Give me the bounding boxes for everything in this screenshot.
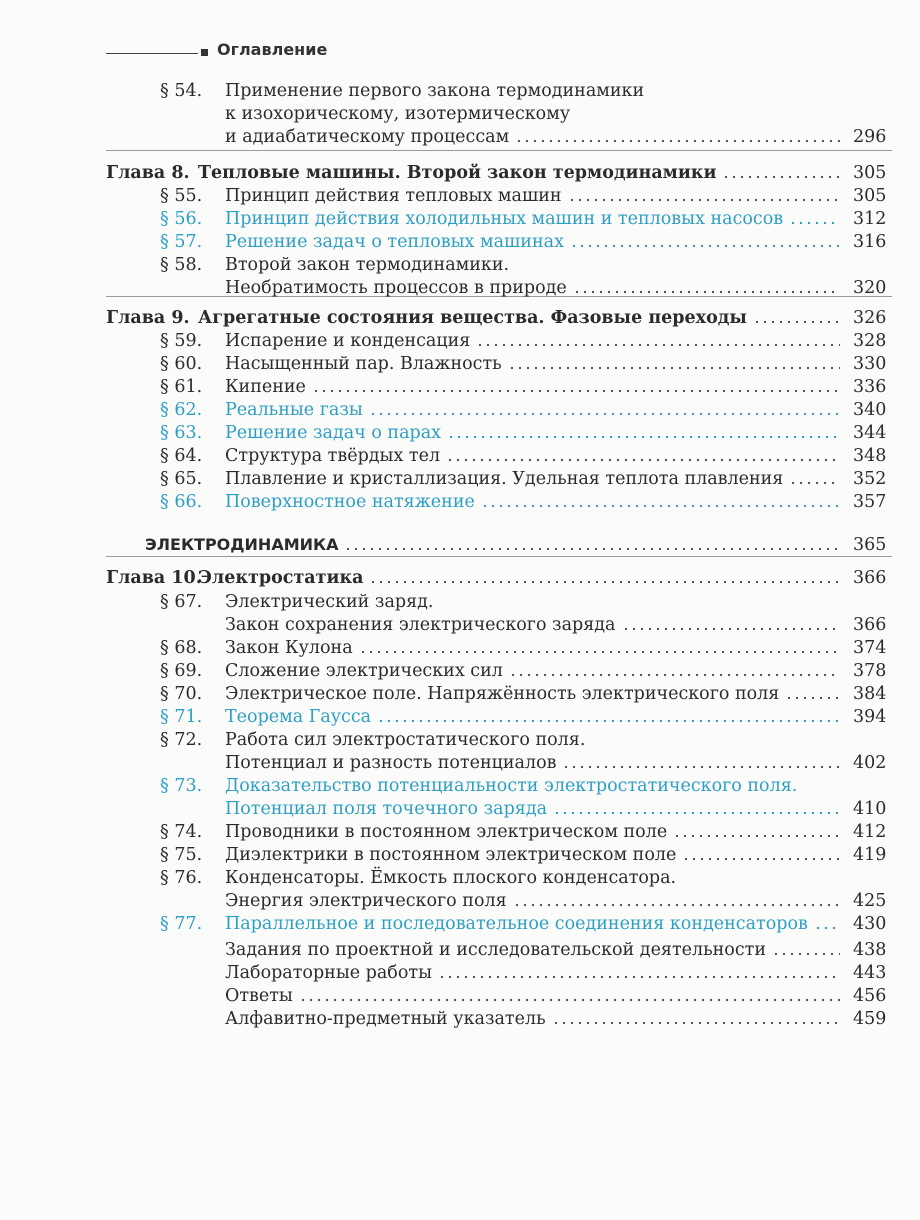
toc-row[interactable] — [0, 704, 920, 728]
toc-row[interactable] — [0, 635, 920, 659]
leader-dots — [789, 481, 840, 485]
toc-entry-number: § 60. — [160, 354, 203, 374]
toc-row[interactable] — [0, 206, 920, 230]
toc-entry-title: Второй закон термодинамики. — [225, 255, 510, 275]
leader-dots — [481, 504, 840, 508]
toc-entry-title: Тепловые машины. Второй закон термодинамики — [198, 163, 717, 183]
toc-page-number: 340 — [853, 400, 887, 420]
toc-row[interactable] — [0, 960, 920, 984]
toc-row[interactable] — [0, 727, 920, 751]
toc-page-number: 352 — [853, 469, 887, 489]
toc-entry-number: § 71. — [160, 707, 203, 727]
toc-row[interactable] — [0, 589, 920, 613]
toc-page-number: 330 — [853, 354, 887, 374]
toc-entry-title: Электрическое поле. Напряжённость электрического поля — [225, 684, 780, 704]
toc-entry-title: к изохорическому, изотермическому — [225, 104, 571, 124]
toc-chapter-row[interactable] — [0, 160, 920, 184]
toc-entry-title: Электростатика — [198, 568, 364, 588]
toc-entry-number: § 61. — [160, 377, 203, 397]
toc-row[interactable] — [0, 532, 920, 556]
toc-row[interactable] — [0, 374, 920, 398]
toc-page-number: 365 — [853, 535, 887, 555]
toc-row[interactable] — [0, 911, 920, 935]
toc-row[interactable] — [0, 351, 920, 375]
toc-row[interactable] — [0, 443, 920, 467]
toc-row[interactable] — [0, 888, 920, 912]
toc-entry-title: Принцип действия тепловых машин — [225, 186, 562, 206]
toc-page-number: 425 — [853, 891, 887, 911]
leader-dots — [359, 650, 840, 654]
toc-entry-title: Электрический заряд. — [225, 592, 434, 612]
toc-entry-number: Глава 8. — [106, 163, 190, 183]
toc-entry-title: Агрегатные состояния вещества. Фазовые переходы — [198, 308, 747, 328]
toc-entry-title: Решение задач о тепловых машинах — [225, 232, 564, 252]
toc-entry-title: Задания по проектной и исследовательской деятельности — [225, 940, 766, 960]
leader-dots — [553, 811, 840, 815]
toc-entry-number: § 67. — [160, 592, 203, 612]
toc-page-number: 394 — [853, 707, 887, 727]
toc-page-number: 316 — [853, 232, 887, 252]
toc-row[interactable] — [0, 275, 920, 299]
toc-chapter-row[interactable] — [0, 565, 920, 589]
leader-dots — [570, 244, 840, 248]
toc-row[interactable] — [0, 78, 920, 102]
leader-dots — [508, 366, 840, 370]
leader-dots — [369, 412, 840, 416]
toc-entry-title: Закон сохранения электрического заряда — [225, 615, 616, 635]
toc-page-number: 320 — [853, 278, 887, 298]
toc-entry-number: § 56. — [160, 209, 203, 229]
toc-entry-title: Решение задач о парах — [225, 423, 442, 443]
toc-entry-title: Параллельное и последовательное соединения конденсаторов — [225, 914, 808, 934]
toc-entry-title: Необратимость процессов в природе — [225, 278, 567, 298]
page-title: Оглавление — [217, 40, 328, 59]
header-rule — [106, 53, 198, 54]
leader-dots — [722, 175, 840, 179]
leader-dots — [753, 320, 840, 324]
toc-entry-title: ЭЛЕКТРОДИНАМИКА — [145, 535, 339, 554]
toc-entry-title: Потенциал поля точечного заряда — [225, 799, 548, 819]
toc-entry-number: § 76. — [160, 868, 203, 888]
toc-page-number: 419 — [853, 845, 887, 865]
toc-row[interactable] — [0, 229, 920, 253]
toc-page-number: 378 — [853, 661, 887, 681]
toc-row[interactable] — [0, 842, 920, 866]
toc-page-number: 438 — [853, 940, 887, 960]
toc-row[interactable] — [0, 124, 920, 148]
toc-page-number: 305 — [853, 186, 887, 206]
toc-entry-title: Реальные газы — [225, 400, 363, 420]
toc-page-number: 305 — [853, 163, 887, 183]
toc-entry-number: § 65. — [160, 469, 203, 489]
leader-dots — [513, 903, 840, 907]
toc-page-number: 412 — [853, 822, 887, 842]
toc-entry-title: Алфавитно-предметный указатель — [225, 1009, 546, 1029]
toc-entry-number: § 63. — [160, 423, 203, 443]
toc-entry-title: Теорема Гаусса — [225, 707, 372, 727]
toc-row[interactable] — [0, 865, 920, 889]
toc-row[interactable] — [0, 796, 920, 820]
leader-dots — [573, 290, 840, 294]
toc-entry-number: § 75. — [160, 845, 203, 865]
toc-page-number: 357 — [853, 492, 887, 512]
toc-page-number: 430 — [853, 914, 887, 934]
toc-chapter-row[interactable] — [0, 305, 920, 329]
toc-entry-number: § 73. — [160, 776, 203, 796]
toc-entry-number: § 55. — [160, 186, 203, 206]
toc-row[interactable] — [0, 183, 920, 207]
leader-dots — [312, 389, 840, 393]
toc-row[interactable] — [0, 612, 920, 636]
toc-page-number: 344 — [853, 423, 887, 443]
toc-entry-title: Насыщенный пар. Влажность — [225, 354, 502, 374]
leader-dots — [789, 221, 840, 225]
toc-page-number: 326 — [853, 308, 887, 328]
toc-entry-number: § 74. — [160, 822, 203, 842]
toc-entry-title: Потенциал и разность потенциалов — [225, 753, 557, 773]
leader-dots — [673, 834, 840, 838]
toc-row[interactable] — [0, 466, 920, 490]
toc-entry-title: Кипение — [225, 377, 306, 397]
toc-row[interactable] — [0, 658, 920, 682]
toc-entry-title: Доказательство потенциальности электростатического поля. — [225, 776, 798, 796]
toc-page-number: 366 — [853, 568, 887, 588]
toc-entry-number: Глава 9. — [106, 308, 190, 328]
toc-row[interactable] — [0, 489, 920, 513]
toc-page-number: 456 — [853, 986, 887, 1006]
toc-row[interactable] — [0, 101, 920, 125]
toc-entry-title: Принцип действия холодильных машин и тепловых насосов — [225, 209, 784, 229]
toc-entry-number: § 69. — [160, 661, 203, 681]
toc-entry-number: Глава 10. — [106, 568, 202, 588]
toc-entry-number: § 72. — [160, 730, 203, 750]
toc-entry-title: Поверхностное натяжение — [225, 492, 475, 512]
toc-entry-title: Проводники в постоянном электрическом поле — [225, 822, 668, 842]
toc-entry-number: § 62. — [160, 400, 203, 420]
toc-entry-title: Конденсаторы. Ёмкость плоского конденсатора. — [225, 868, 677, 888]
toc-entry-number: § 70. — [160, 684, 203, 704]
toc-page-number: 296 — [853, 127, 887, 147]
leader-dots — [568, 198, 840, 202]
toc-page-number: 443 — [853, 963, 887, 983]
leader-dots — [369, 580, 840, 584]
toc-entry-title: Структура твёрдых тел — [225, 446, 441, 466]
toc-row[interactable] — [0, 983, 920, 1007]
toc-entry-number: § 57. — [160, 232, 203, 252]
toc-entry-title: Применение первого закона термодинамики — [225, 81, 645, 101]
toc-page-number: 410 — [853, 799, 887, 819]
toc-page-number: 336 — [853, 377, 887, 397]
leader-dots — [552, 1021, 840, 1025]
toc-entry-number: § 59. — [160, 331, 203, 351]
toc-entry-number: § 54. — [160, 81, 203, 101]
toc-page-number: 402 — [853, 753, 887, 773]
leader-dots — [476, 343, 840, 347]
toc-page-number: 328 — [853, 331, 887, 351]
leader-dots — [622, 627, 841, 631]
toc-page-number: 312 — [853, 209, 887, 229]
toc-entry-title: Работа сил электростатического поля. — [225, 730, 586, 750]
toc-page-number: 348 — [853, 446, 887, 466]
toc-row[interactable] — [0, 937, 920, 961]
page-header — [106, 40, 327, 59]
toc-row[interactable] — [0, 750, 920, 774]
toc-entry-number: § 68. — [160, 638, 203, 658]
toc-row[interactable] — [0, 681, 920, 705]
leader-dots — [299, 998, 840, 1002]
leader-dots — [344, 547, 840, 551]
toc-entry-number: § 66. — [160, 492, 203, 512]
leader-dots — [446, 458, 840, 462]
toc-entry-number: § 64. — [160, 446, 203, 466]
leader-dots — [562, 765, 840, 769]
toc-entry-title: Сложение электрических сил — [225, 661, 503, 681]
toc-entry-title: Ответы — [225, 986, 293, 1006]
toc-row[interactable] — [0, 773, 920, 797]
toc-entry-number: § 77. — [160, 914, 203, 934]
separator-line — [106, 556, 892, 557]
toc-page-number: 384 — [853, 684, 887, 704]
toc-entry-title: Энергия электрического поля — [225, 891, 507, 911]
toc-entry-title: Диэлектрики в постоянном электрическом поле — [225, 845, 677, 865]
toc-row[interactable] — [0, 328, 920, 352]
toc-row[interactable] — [0, 819, 920, 843]
leader-dots — [377, 719, 840, 723]
toc-page-number: 366 — [853, 615, 887, 635]
toc-entry-title: Закон Кулона — [225, 638, 353, 658]
leader-dots — [785, 696, 840, 700]
toc-row[interactable] — [0, 252, 920, 276]
toc-entry-title: Плавление и кристаллизация. Удельная теплота плавления — [225, 469, 784, 489]
leader-dots — [515, 139, 840, 143]
toc-page-number: 374 — [853, 638, 887, 658]
toc-entry-title: Испарение и конденсация — [225, 331, 471, 351]
toc-row[interactable] — [0, 1006, 920, 1030]
leader-dots — [682, 857, 840, 861]
toc-entry-number: § 58. — [160, 255, 203, 275]
toc-row[interactable] — [0, 397, 920, 421]
separator-line — [106, 150, 892, 151]
toc-row[interactable] — [0, 420, 920, 444]
toc-page-number: 459 — [853, 1009, 887, 1029]
header-square — [201, 49, 208, 56]
leader-dots — [814, 926, 840, 930]
leader-dots — [447, 435, 840, 439]
leader-dots — [438, 975, 840, 979]
leader-dots — [509, 673, 840, 677]
leader-dots — [772, 952, 840, 956]
toc-entry-title: Лабораторные работы — [225, 963, 432, 983]
toc-entry-title: и адиабатическому процессам — [225, 127, 510, 147]
